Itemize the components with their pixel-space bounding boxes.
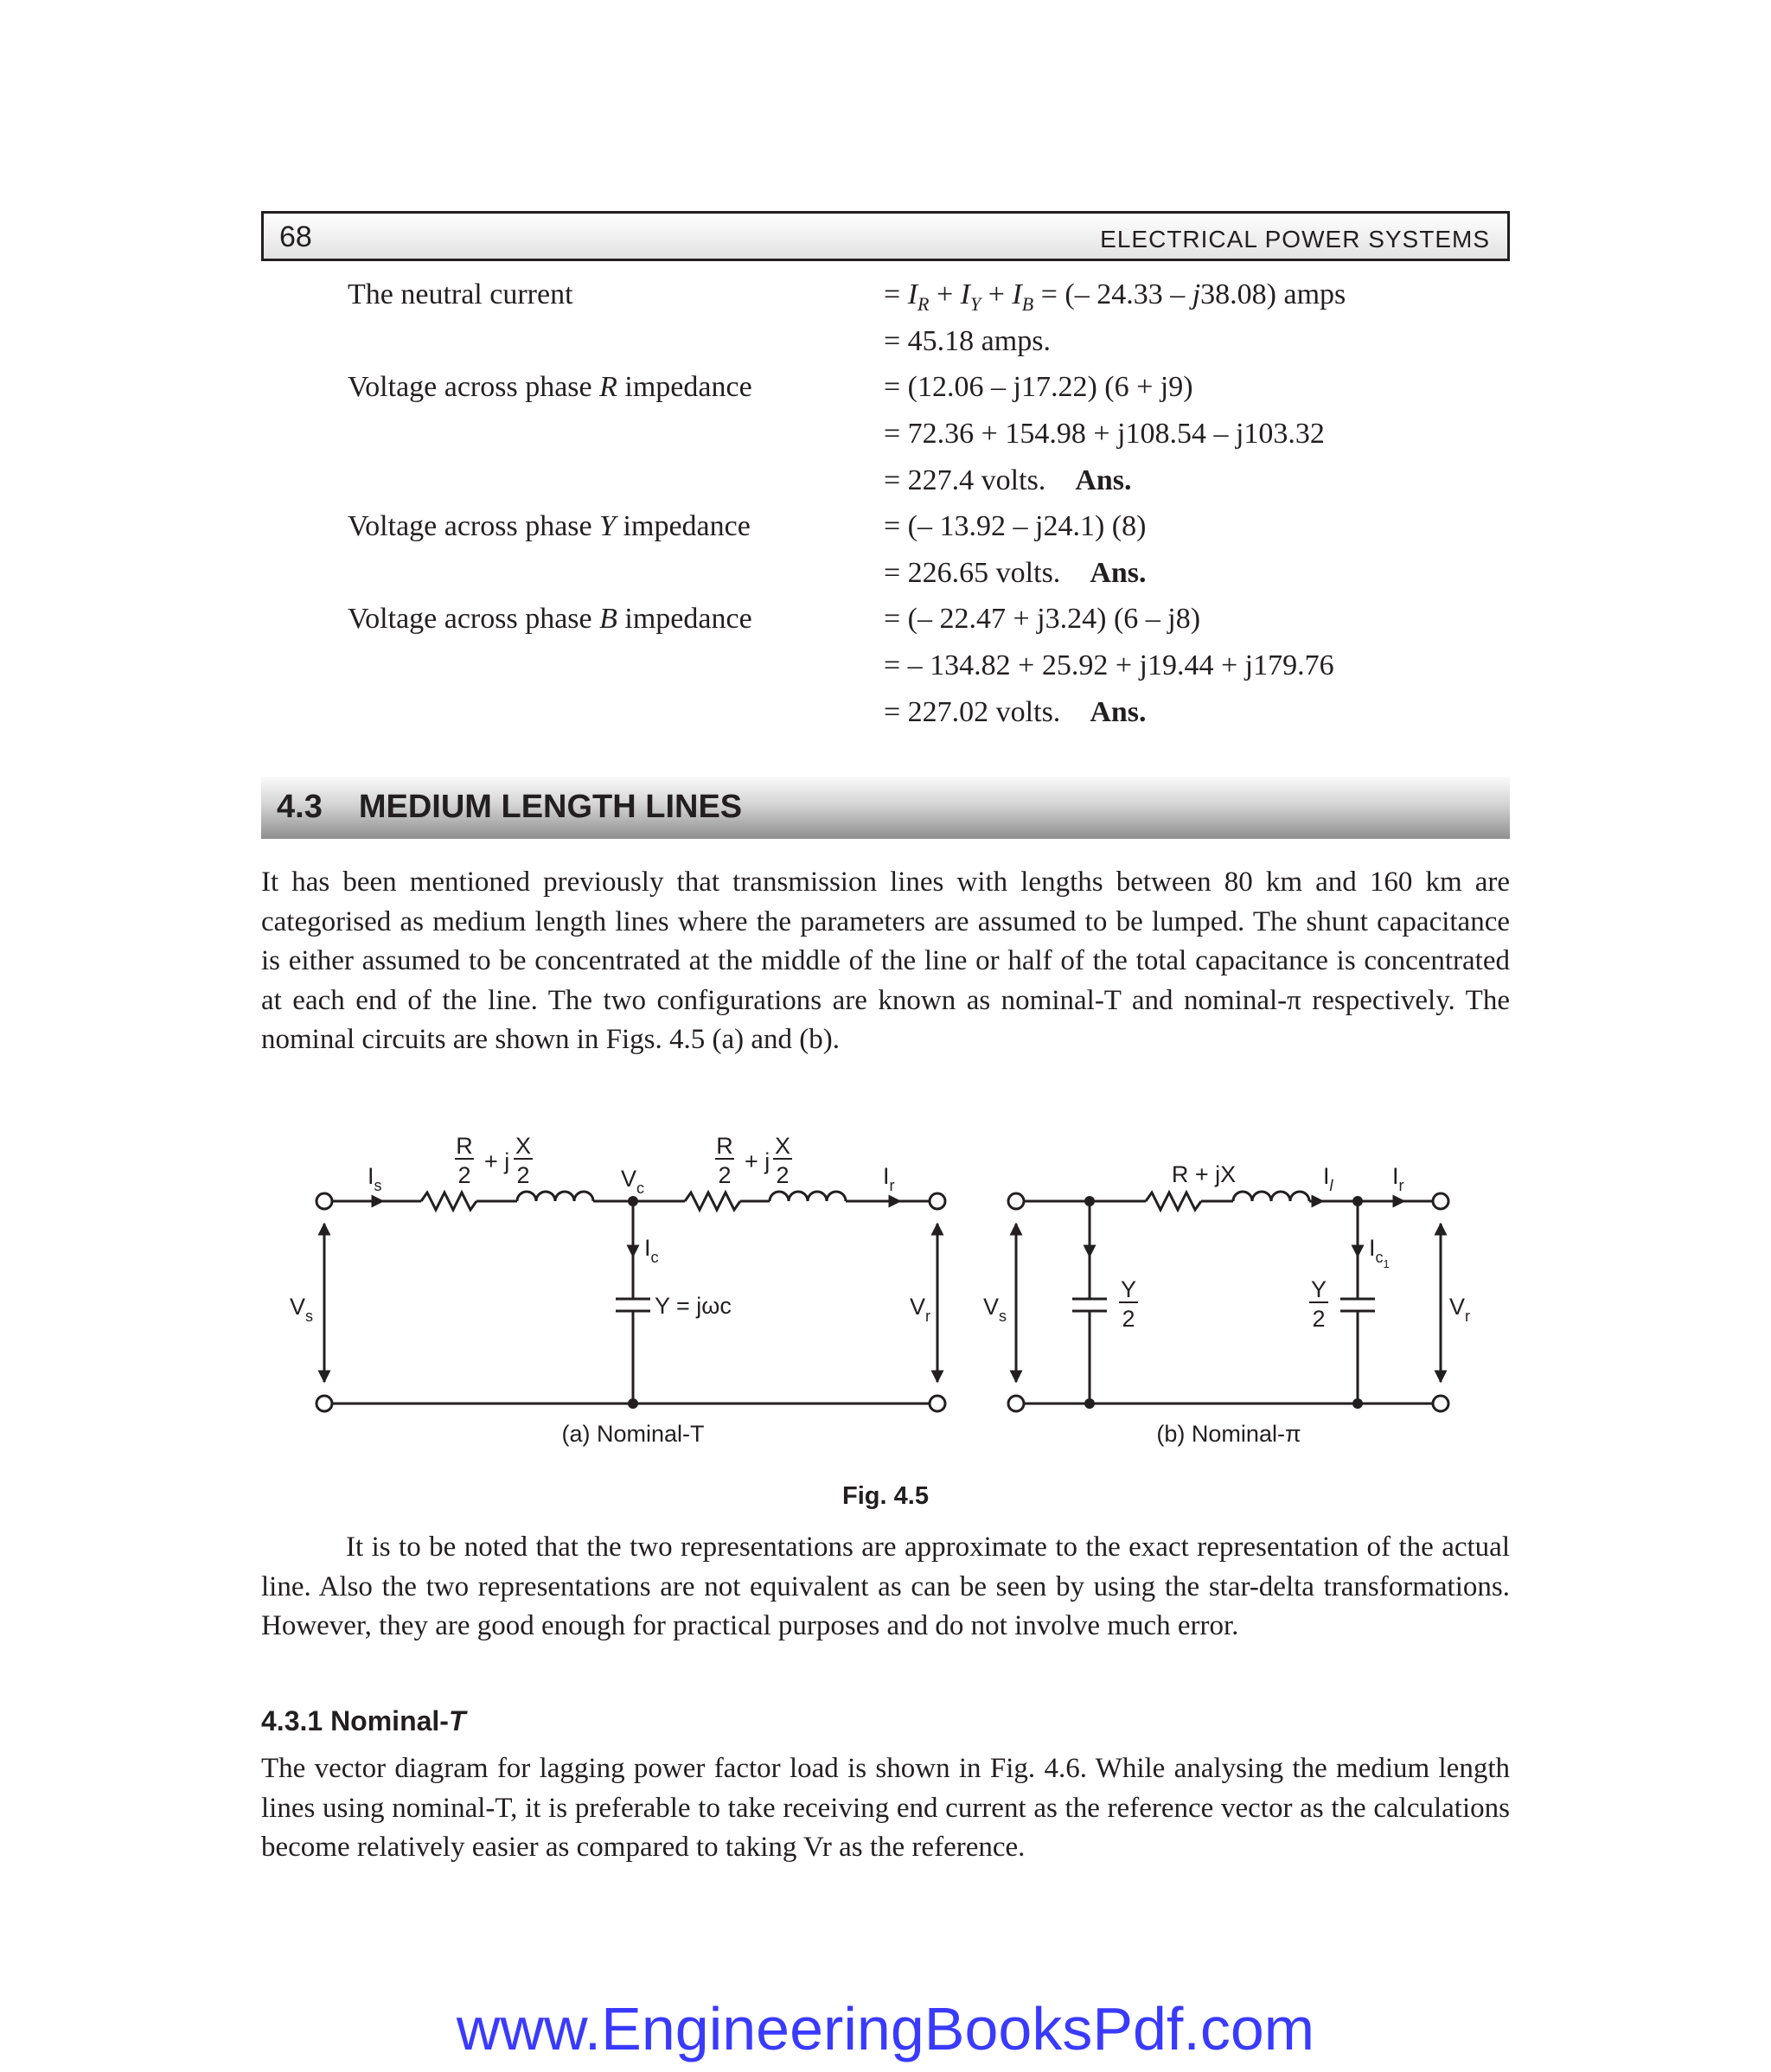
paragraph-approximation: It is to be noted that the two representations are approximate to the exact representation of the actual line. Also the two representations are not equivalent as can be seen by using the star-delta transformations. However, they are good enough for practical purposes and do not involve much error. <box>261 1532 1510 1641</box>
nominal-t-circuit <box>324 1192 937 1404</box>
svg-text:2: 2 <box>1312 1306 1326 1332</box>
section-title: MEDIUM LENGTH LINES <box>358 789 743 825</box>
section-number: 4.3 <box>277 789 323 825</box>
resistor-symbol <box>421 1193 476 1210</box>
calc-eq-b-3: = 227.02 volts. Ans. <box>884 696 1147 728</box>
svg-text:Ic1: $I_{c1}$ <box>1369 1235 1390 1270</box>
junction-dot <box>1084 1398 1095 1409</box>
svg-text:Y: Y <box>1120 1276 1137 1302</box>
svg-text:Is: $I_s$ <box>368 1163 382 1194</box>
svg-text:+ j: + j <box>484 1148 510 1174</box>
svg-text:R + jX: R + jX <box>1171 1161 1237 1187</box>
figure-4-5 <box>0 1124 1771 1470</box>
svg-text:Y = jωc: Y = jωc <box>655 1293 732 1319</box>
svg-text:R: R <box>716 1133 733 1159</box>
svg-text:Vs: $V_s$ <box>289 1294 313 1325</box>
subsection-heading: 4.3.1 Nominal-T <box>261 1705 466 1736</box>
calc-label-neutral: The neutral current <box>348 278 573 310</box>
terminal <box>1008 1193 1024 1209</box>
figure-caption-a: (a) Nominal-T <box>561 1421 705 1447</box>
calc-label-phase-r: Voltage across phase R impedance <box>348 371 752 403</box>
svg-text:X: X <box>515 1133 532 1159</box>
junction-dot <box>1352 1196 1363 1206</box>
svg-text:Y: Y <box>1310 1276 1327 1302</box>
calc-eq-r-1: = (12.06 – j17.22) (6 + j9) <box>884 371 1193 403</box>
running-header <box>261 211 1510 261</box>
terminal <box>1008 1396 1024 1411</box>
paragraph-nominal-t: The vector diagram for lagging power factor load is shown in Fig. 4.6. While analysing the medium length lines using nominal-T, it is preferable to take receiving end current as the reference vector as the calculations become relatively easier as compared to taking Vr as the reference. <box>261 1753 1510 1863</box>
calc-eq-neutral-1: = $I_R + I_Y + I_B$ = (– 24.33 – j38.08) amps <box>884 278 1346 315</box>
svg-text:Ic: $I_c$ <box>644 1235 659 1266</box>
svg-text:2: 2 <box>1122 1306 1135 1332</box>
nominal-pi-circuit <box>1016 1192 1441 1404</box>
terminal <box>316 1193 332 1209</box>
calc-label-phase-y: Voltage across phase Y impedance <box>348 510 751 542</box>
svg-text:+ j: + j <box>745 1148 770 1174</box>
section-heading <box>261 777 1510 839</box>
footer-watermark-url: www.EngineeringBooksPdf.com <box>456 1995 1315 2062</box>
svg-text:2: 2 <box>718 1162 732 1188</box>
junction-dot <box>628 1398 638 1409</box>
svg-text:Vs: $V_s$ <box>982 1294 1007 1325</box>
terminal <box>930 1396 945 1411</box>
calc-eq-r-2: = 72.36 + 154.98 + j108.54 – j103.32 <box>884 418 1325 450</box>
calc-eq-b-2: = – 134.82 + 25.92 + j19.44 + j179.76 <box>884 649 1334 681</box>
svg-text:Vr: $V_r$ <box>909 1294 930 1325</box>
figure-label: Fig. 4.5 <box>842 1482 929 1510</box>
calc-eq-b-1: = (– 22.47 + j3.24) (6 – j8) <box>884 603 1201 635</box>
svg-text:Il: $I_l$ <box>1323 1163 1333 1194</box>
calc-label-phase-b: Voltage across phase B impedance <box>348 603 752 635</box>
paragraph-intro: It has been mentioned previously that transmission lines with lengths between 80 km and 160 km are categorised as medium length lines where the parameters are assumed to be lumped. The shunt capacitance is either assumed to be concentrated at the middle of the line or half of the total capacitance is concentrated at each end of the line. The two configurations are known as nominal-T and nominal-π respectively. The nominal circuits are shown in Figs. 4.5 (a) and (b). <box>261 867 1510 1055</box>
book-title: ELECTRICAL POWER SYSTEMS <box>1100 226 1490 253</box>
svg-text:X: X <box>774 1133 791 1159</box>
terminal <box>1433 1396 1448 1411</box>
junction-dot <box>1352 1398 1363 1409</box>
terminal <box>1433 1193 1448 1209</box>
svg-text:2: 2 <box>457 1162 471 1188</box>
terminal <box>930 1193 945 1209</box>
svg-text:Vc: $V_c$ <box>621 1166 645 1197</box>
junction-dot <box>628 1196 638 1206</box>
svg-text:Ir: $I_r$ <box>1392 1163 1404 1194</box>
terminal <box>316 1396 332 1411</box>
calc-eq-neutral-2: = 45.18 amps. <box>884 325 1051 357</box>
junction-dot <box>1084 1196 1095 1206</box>
calc-eq-r-3: = 227.4 volts. Ans. <box>884 464 1132 496</box>
svg-text:2: 2 <box>516 1162 530 1188</box>
svg-text:Vr: $V_r$ <box>1448 1294 1470 1325</box>
calc-eq-y-2: = 226.65 volts. Ans. <box>884 557 1147 589</box>
svg-text:R: R <box>456 1133 473 1159</box>
page-number: 68 <box>279 221 312 253</box>
svg-text:2: 2 <box>776 1162 790 1188</box>
svg-text:Ir: $I_r$ <box>883 1163 895 1194</box>
inductor-symbol <box>517 1192 593 1201</box>
figure-caption-b: (b) Nominal-π <box>1156 1421 1301 1447</box>
calc-eq-y-1: = (– 13.92 – j24.1) (8) <box>884 510 1147 542</box>
